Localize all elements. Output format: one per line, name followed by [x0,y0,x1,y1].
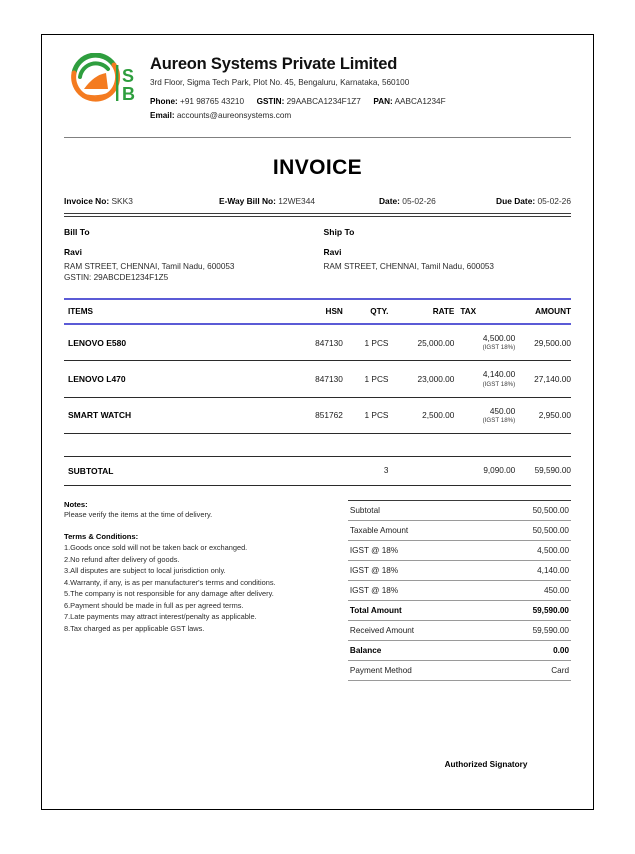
notes-title: Notes: [64,499,88,509]
summary-value: 50,500.00 [488,500,571,520]
cell-tax-amount: 4,140.00 [482,369,516,380]
summary-label: Balance [348,640,488,660]
cell-tax-note: (IGST 18%) [482,416,516,424]
summary-row [348,620,571,640]
company-contact-line-1 [150,95,571,109]
summary-value: 59,590.00 [488,600,571,620]
table-row [64,397,571,433]
summary-label: Payment Method [348,660,488,680]
address-section [64,227,571,299]
company-contact-line-2 [150,109,571,123]
authorized-signatory: Authorized Signatory [444,760,528,769]
pan-value: AABCA1234F [394,97,446,107]
ship-to-name: Ravi [323,246,342,257]
items-table-header-row [64,299,571,324]
summary-label: IGST @ 18% [348,540,488,560]
column-header-qty: QTY. [343,299,389,324]
email-value: accounts@aureonsystems.com [176,110,292,120]
summary-value: 0.00 [488,640,571,660]
cell-tax-amount: 450.00 [489,405,516,416]
meta-divider [64,213,571,217]
column-header-items: ITEMS [64,299,287,324]
company-address: 3rd Floor, Sigma Tech Park, Plot No. 45, Bengaluru, Karnataka, 560100 [150,77,410,87]
cell-item: LENOVO E580 [64,324,287,361]
column-header-amount: AMOUNT [515,299,571,324]
column-header-rate: RATE [388,299,454,324]
notes-and-terms [64,500,348,634]
cell-amount: 29,500.00 [515,324,571,361]
terms-item: 1.Goods once sold will not be taken back or exchanged. [64,543,248,553]
subtotal-amount: 59,590.00 [515,456,571,485]
summary-label: IGST @ 18% [348,560,488,580]
summary-value: 4,140.00 [488,560,571,580]
subtotal-rate [388,456,454,485]
subtotal-hsn [287,456,343,485]
summary-row [348,600,571,620]
terms-list [64,542,330,634]
table-row [64,361,571,397]
items-table-body [64,324,571,485]
cell-tax [454,361,515,397]
phone-value: +91 98765 43210 [180,97,245,107]
summary-label: Taxable Amount [348,520,488,540]
subtotal-row [64,456,571,485]
company-info [150,53,571,123]
gstin-label: GSTIN: [256,97,285,107]
terms-item: 7.Late payments may attract interest/penalty as applicable. [64,612,257,622]
summary-label: IGST @ 18% [348,580,488,600]
header-divider [64,137,571,138]
table-spacer-row [64,433,571,456]
items-table [64,298,571,485]
logo-icon [64,53,136,115]
due-date-value: 05-02-26 [537,195,571,206]
summary-row [348,660,571,680]
invoice-no-label: Invoice No: [64,195,110,206]
invoice-no-value: SKK3 [111,195,133,206]
cell-amount: 27,140.00 [515,361,571,397]
cell-qty: 1 PCS [343,397,389,433]
summary-label: Received Amount [348,620,488,640]
cell-qty: 1 PCS [343,361,389,397]
summary-label: Total Amount [348,600,488,620]
cell-rate: 23,000.00 [388,361,454,397]
eway-label: E-Way Bill No: [219,195,276,206]
page-title: INVOICE [272,155,363,179]
pan-label: PAN: [373,97,393,107]
ship-to-heading: Ship To [323,226,355,237]
svg-text:B: B [122,84,135,104]
notes-text: Please verify the items at the time of delivery. [64,509,213,519]
subtotal-tax: 9,090.00 [454,456,515,485]
company-name: Aureon Systems Private Limited [150,55,398,73]
ship-to-address: RAM STREET, CHENNAI, Tamil Nadu, 600053 [323,261,494,271]
subtotal-label: SUBTOTAL [64,456,287,485]
eway-bill-number [219,196,379,206]
cell-rate: 2,500.00 [388,397,454,433]
terms-item: 8.Tax charged as per applicable GST laws. [64,623,205,633]
cell-tax-amount: 4,500.00 [482,333,516,344]
bill-to-heading: Bill To [64,226,90,237]
cell-hsn: 851762 [287,397,343,433]
summary-table-body [348,500,571,680]
eway-value: 12WE344 [278,195,316,206]
cell-qty: 1 PCS [343,324,389,361]
summary-value: 50,500.00 [488,520,571,540]
gstin-value: 29AABCA1234F1Z7 [286,97,361,107]
terms-item: 4.Warranty, if any, is as per manufacturer's terms and conditions. [64,577,276,587]
column-header-hsn: HSN [287,299,343,324]
column-header-tax: TAX [454,299,515,324]
subtotal-qty: 3 [343,456,389,485]
invoice-meta-row [64,196,571,213]
ship-to-block [318,227,578,285]
cell-tax [454,324,515,361]
cell-rate: 25,000.00 [388,324,454,361]
cell-tax [454,397,515,433]
summary-value: 59,590.00 [488,620,571,640]
invoice-due-date [451,196,571,206]
cell-hsn: 847130 [287,324,343,361]
invoice-page-inner [42,35,593,681]
summary-row [348,560,571,580]
invoice-page [41,34,594,810]
cell-tax-note: (IGST 18%) [482,344,516,352]
table-row [64,324,571,361]
terms-item: 6.Payment should be made in full as per agreed terms. [64,600,244,610]
date-value: 05-02-26 [402,195,436,206]
summary-value: 4,500.00 [488,540,571,560]
cell-tax-note: (IGST 18%) [482,380,516,388]
summary-row [348,580,571,600]
summary-value: Card [488,660,571,680]
summary-panel [348,500,571,681]
lower-section [64,500,571,681]
summary-row [348,500,571,520]
invoice-date [379,196,451,206]
bill-to-gstin: GSTIN: 29ABCDE1234F1Z5 [64,273,169,283]
bill-to-address: RAM STREET, CHENNAI, Tamil Nadu, 600053 [64,261,235,271]
company-header [64,53,571,135]
summary-row [348,540,571,560]
summary-row [348,640,571,660]
due-date-label: Due Date: [496,195,536,206]
summary-row [348,520,571,540]
cell-item: LENOVO L470 [64,361,287,397]
cell-hsn: 847130 [287,361,343,397]
bill-to-name: Ravi [64,246,82,257]
terms-item: 2.No refund after delivery of goods. [64,554,180,564]
cell-item: SMART WATCH [64,397,287,433]
terms-title: Terms & Conditions: [64,532,139,542]
summary-label: Subtotal [348,500,488,520]
email-label: Email: [150,110,175,120]
phone-label: Phone: [150,97,178,107]
company-contact [150,95,571,122]
summary-table [348,500,571,681]
terms-item: 3.All disputes are subject to local jurisdiction only. [64,566,226,576]
date-label: Date: [379,195,400,206]
svg-text:S: S [122,66,135,86]
invoice-number [64,196,219,206]
terms-item: 5.The company is not responsible for any damage after delivery. [64,589,274,599]
items-table-head [64,299,571,324]
bill-to-block [64,227,318,285]
summary-value: 450.00 [488,580,571,600]
cell-amount: 2,950.00 [515,397,571,433]
company-logo [64,53,136,115]
